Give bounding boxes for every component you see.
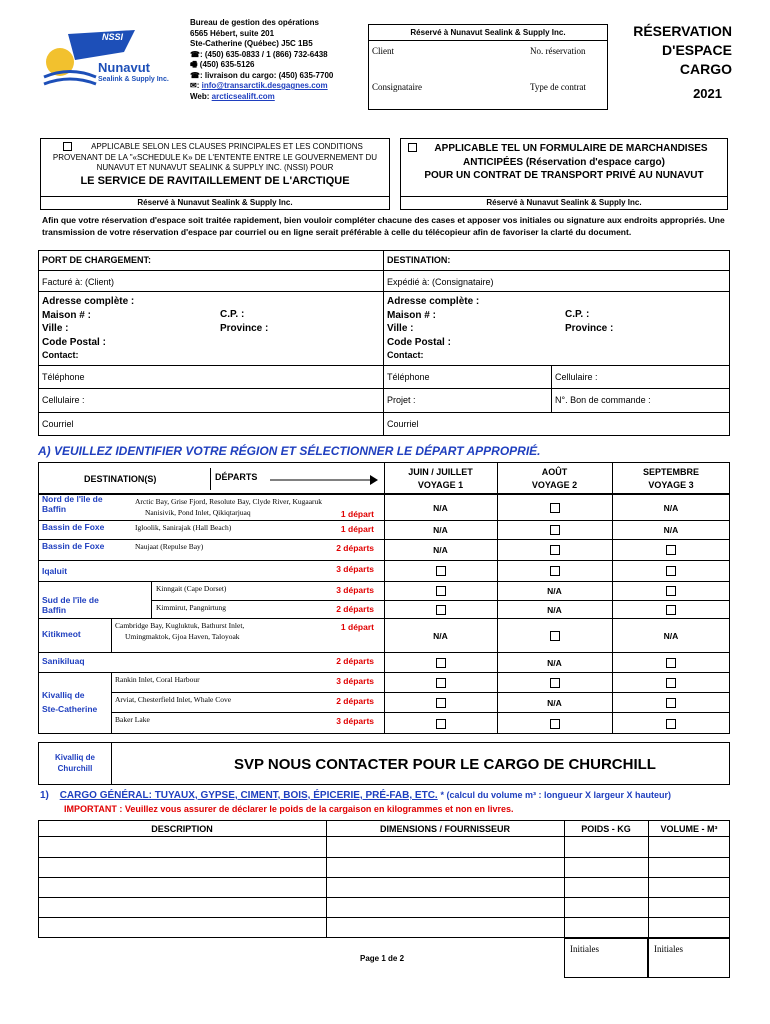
page-number: Page 1 de 2 (360, 954, 405, 963)
departs-count: 2 départs (336, 604, 374, 614)
cargo-cell[interactable] (39, 918, 325, 937)
office-line: 🖷 (450) 635-5126 (190, 60, 255, 69)
company-logo (40, 22, 175, 92)
region-label: Bassin de Foxe (42, 522, 105, 532)
voyage-checkbox[interactable] (550, 545, 560, 555)
region-label: Sanikiluaq (42, 656, 85, 666)
voyage-checkbox[interactable] (550, 525, 560, 535)
cargo-cell[interactable] (39, 878, 325, 896)
email-label: ✉: (190, 81, 200, 90)
region-label: Bassin de Foxe (42, 541, 105, 551)
destination-field[interactable]: DESTINATION: (387, 255, 451, 265)
web-label: Web: (190, 91, 210, 101)
departs-count: 3 départs (336, 585, 374, 595)
na-label: N/A (433, 630, 448, 641)
na-label: N/A (547, 657, 562, 668)
contact-field[interactable]: Contact: (387, 350, 424, 360)
po-number-field[interactable]: N°. Bon de commande : (555, 395, 651, 405)
voyage-checkbox[interactable] (666, 678, 676, 688)
logo-name: Nunavut (98, 60, 150, 75)
shipped-field[interactable]: Expédié à: (Consignataire) (387, 277, 494, 287)
col-voyage2: VOYAGE 2 (531, 480, 578, 490)
city-field[interactable]: Ville : (42, 323, 69, 334)
contract-type-field[interactable]: Type de contrat (530, 82, 586, 92)
cellular-field[interactable]: Cellulaire : (555, 372, 598, 382)
col-destinations: DESTINATION(S) (84, 474, 157, 484)
applicable-left-text: APPLICABLE SELON LES CLAUSES PRINCIPALES ET LES CONDITIONS (91, 142, 363, 151)
office-address (190, 18, 365, 102)
col-weight: POIDS - KG (581, 824, 631, 834)
initials-label: Initiales (654, 944, 683, 954)
voyage-checkbox[interactable] (666, 658, 676, 668)
applicable-left-text: NUNAVUT ET NUNAVUT SEALINK & SUPPLY INC. (NSSI) POUR (96, 163, 334, 172)
voyage-checkbox[interactable] (666, 605, 676, 615)
col-voyage3: SEPTEMBRE (642, 467, 699, 477)
logo-subtitle: Sealink & Supply Inc. (98, 76, 169, 83)
place-names: Baker Lake (115, 715, 150, 724)
voyage-checkbox[interactable] (436, 566, 446, 576)
billed-field[interactable]: Facturé à: (Client) (42, 277, 115, 287)
departs-count: 1 départ (340, 509, 374, 519)
na-label: N/A (433, 502, 448, 513)
applicable-right-reserved: Réservé à Nunavut Sealink & Supply Inc. (486, 198, 642, 207)
col-dimensions: DIMENSIONS / FOURNISSEUR (379, 824, 510, 834)
important-note: IMPORTANT : Veuillez vous assurer de déclarer le poids de la cargaison en kilogrammes et non en livres. (64, 804, 514, 814)
departs-count: 1 départ (340, 622, 374, 632)
col-voyage3: VOYAGE 3 (648, 480, 694, 490)
office-line: Bureau de gestion des opérations (190, 18, 319, 27)
document-title (612, 22, 732, 79)
na-label: N/A (547, 586, 562, 596)
voyage-checkbox[interactable] (550, 678, 560, 688)
cargo-heading-note: * (calcul du volume m³ : longueur X largeur X hauteur) (440, 790, 672, 800)
region-label: Kitikmeot (42, 629, 81, 639)
consignee-field[interactable]: Consignataire (372, 82, 422, 92)
cargo-heading: CARGO GÉNÉRAL: TUYAUX, GYPSE, CIMENT, BOIS, ÉPICERIE, PRÉ-FAB, ETC. (59, 790, 438, 801)
title-line: RÉSERVATION (633, 23, 732, 39)
col-voyage1: JUIN / JUILLET (408, 467, 473, 477)
contact-field[interactable]: Contact: (42, 350, 79, 360)
cargo-cell[interactable] (39, 837, 325, 856)
region-label: Ste-Catherine (42, 704, 98, 714)
postal-code-field[interactable]: Code Postal : (387, 336, 451, 348)
port-field[interactable]: PORT DE CHARGEMENT: (42, 255, 152, 265)
title-line: D'ESPACE (662, 42, 732, 58)
voyage-checkbox[interactable] (550, 566, 560, 576)
applicable-left-reserved: Réservé à Nunavut Sealink & Supply Inc. (137, 198, 293, 207)
email-field[interactable]: Courriel (42, 419, 74, 429)
city-field[interactable]: Ville : (387, 323, 414, 334)
office-line: 6565 Hébert, suite 201 (190, 28, 275, 38)
project-field[interactable]: Projet : (387, 395, 416, 405)
voyage-checkbox[interactable] (666, 566, 676, 576)
voyage-checkbox[interactable] (436, 658, 446, 668)
title-line: CARGO (679, 61, 732, 77)
voyage-checkbox[interactable] (436, 678, 446, 688)
applicable-left-title: LE SERVICE DE RAVITAILLEMENT DE L'ARCTIQUE (80, 174, 350, 187)
applicable-left-text: PROVENANT DE LA "«SCHEDULE K» DE L'ENTENTE ENTRE LE GOUVERNEMENT DU (52, 152, 378, 162)
voyage-checkbox[interactable] (550, 503, 560, 513)
postal-code-field[interactable]: Code Postal : (42, 336, 106, 348)
address-label: Adresse complète : (42, 296, 135, 307)
client-field[interactable]: Client (372, 46, 394, 56)
house-field[interactable]: Maison # : (387, 309, 436, 321)
na-label: N/A (433, 525, 448, 535)
departs-count: 2 départs (336, 696, 374, 706)
email-field[interactable]: Courriel (387, 419, 419, 429)
na-label: N/A (663, 525, 679, 535)
postal-field[interactable]: C.P. : (220, 309, 245, 320)
applicable-right-text: POUR UN CONTRAT DE TRANSPORT PRIVÉ AU NUNAVUT (424, 170, 704, 181)
phone-field[interactable]: Téléphone (387, 372, 430, 382)
year: 2021 (693, 86, 722, 101)
place-names: Igloolik, Sanirajak (Hall Beach) (135, 523, 232, 532)
applicable-right-text: APPLICABLE TEL UN FORMULAIRE DE MARCHANDISES (434, 143, 708, 154)
shipping-form (38, 250, 730, 436)
place-names: Kinngait (Cape Dorset) (156, 584, 227, 593)
col-description: DESCRIPTION (151, 824, 213, 834)
office-line: Ste-Catherine (Québec) J5C 1B5 (190, 39, 313, 48)
na-label: N/A (663, 630, 679, 641)
office-line: ☎: (450) 635-0833 / 1 (866) 732-6438 (190, 49, 328, 59)
place-names: Arctic Bay, Grise Fjord, Resolute Bay, Clyde River, Kugaaruk (135, 497, 323, 506)
col-departs: DÉPARTS (215, 472, 258, 482)
voyage-checkbox[interactable] (550, 719, 560, 729)
col-voyage2: AOÛT (541, 467, 568, 477)
voyage-checkbox[interactable] (666, 698, 676, 708)
churchill-label: Churchill (57, 764, 93, 773)
departs-count: 2 départs (336, 656, 374, 666)
address-label: Adresse complète : (387, 296, 480, 307)
section-a-heading: A) VEUILLEZ IDENTIFIER VOTRE RÉGION ET SÉLECTIONNER LE DÉPART APPROPRIÉ. (38, 444, 541, 458)
churchill-label: Kivalliq de (54, 753, 95, 762)
region-label: Sud de l'île de Baffin (42, 595, 99, 615)
voyage-checkbox[interactable] (666, 719, 676, 729)
churchill-message: SVP NOUS CONTACTER POUR LE CARGO DE CHURCHILL (234, 756, 656, 773)
place-names: Kimmirut, Pangnirtung (156, 603, 226, 612)
voyage-checkbox[interactable] (436, 719, 446, 729)
phone-field[interactable]: Téléphone (42, 372, 85, 382)
office-line: ☎: livraison du cargo: (450) 635-7700 (190, 70, 334, 80)
region-label: Kivalliq de (42, 690, 85, 700)
reserved-title: Réservé à Nunavut Sealink & Supply Inc. (410, 28, 566, 37)
voyage-checkbox[interactable] (436, 586, 446, 596)
cargo-cell[interactable] (39, 858, 325, 876)
na-label: N/A (433, 545, 448, 555)
na-label: N/A (547, 604, 562, 615)
intro-text: Afin que votre réservation d'espace soit traitée rapidement, bien vouloir compléter chacune des cases et apposer vos initiales ou signature aux endroits appropriés. Une transmission de votre réservation d'espace par courriel ou en ligne serait préférable à celle du télécopieur afin de favoriser la clarté du document. (42, 215, 725, 237)
initials-label: Initiales (570, 944, 599, 954)
departs-count: 3 départs (336, 564, 374, 574)
cargo-cell[interactable] (39, 898, 325, 916)
province-field[interactable]: Province : (220, 322, 269, 334)
voyage-checkbox[interactable] (550, 631, 560, 641)
region-label: Nord de l'île de Baffin (42, 494, 103, 514)
house-field[interactable]: Maison # : (42, 309, 91, 321)
region-label: Iqaluit (42, 566, 68, 576)
voyage-checkbox[interactable] (666, 586, 676, 596)
cargo-heading-number: 1) (40, 790, 49, 801)
logo-badge: NSSI (102, 32, 124, 42)
col-volume: VOLUME - M³ (660, 824, 718, 834)
departs-count: 3 départs (336, 676, 374, 686)
arrow-right-icon (270, 474, 378, 486)
voyage-checkbox[interactable] (436, 698, 446, 708)
place-names: Umingmaktok, Gjoa Haven, Taloyoak (125, 632, 240, 641)
email-link[interactable]: info@transarctik.desgagnes.com (201, 81, 328, 90)
voyage-checkbox[interactable] (436, 605, 446, 615)
applicable-right-text: ANTICIPÉES (Réservation d'espace cargo) (463, 156, 665, 168)
departs-count: 2 départs (336, 543, 374, 553)
place-names: Arviat, Chesterfield Inlet, Whale Cove (115, 695, 232, 704)
reservation-no-field[interactable]: No. réservation (530, 46, 586, 56)
place-names: Naujaat (Repulse Bay) (135, 542, 204, 551)
departs-count: 1 départ (340, 524, 374, 534)
province-field[interactable]: Province : (565, 322, 614, 334)
na-label: N/A (663, 502, 679, 513)
postal-field[interactable]: C.P. : (565, 309, 590, 320)
departs-count: 3 départs (336, 716, 374, 726)
place-names: Cambridge Bay, Kugluktuk, Bathurst Inlet, (115, 621, 245, 630)
place-names: Rankin Inlet, Coral Harbour (115, 675, 200, 684)
na-label: N/A (547, 697, 562, 708)
place-names: Nanisivik, Pond Inlet, Qikiqtarjuaq (145, 508, 251, 517)
cellular-field[interactable]: Cellulaire : (42, 395, 85, 405)
web-link[interactable]: arcticsealift.com (211, 91, 275, 101)
voyage-checkbox[interactable] (666, 545, 676, 555)
col-voyage1: VOYAGE 1 (417, 480, 464, 490)
